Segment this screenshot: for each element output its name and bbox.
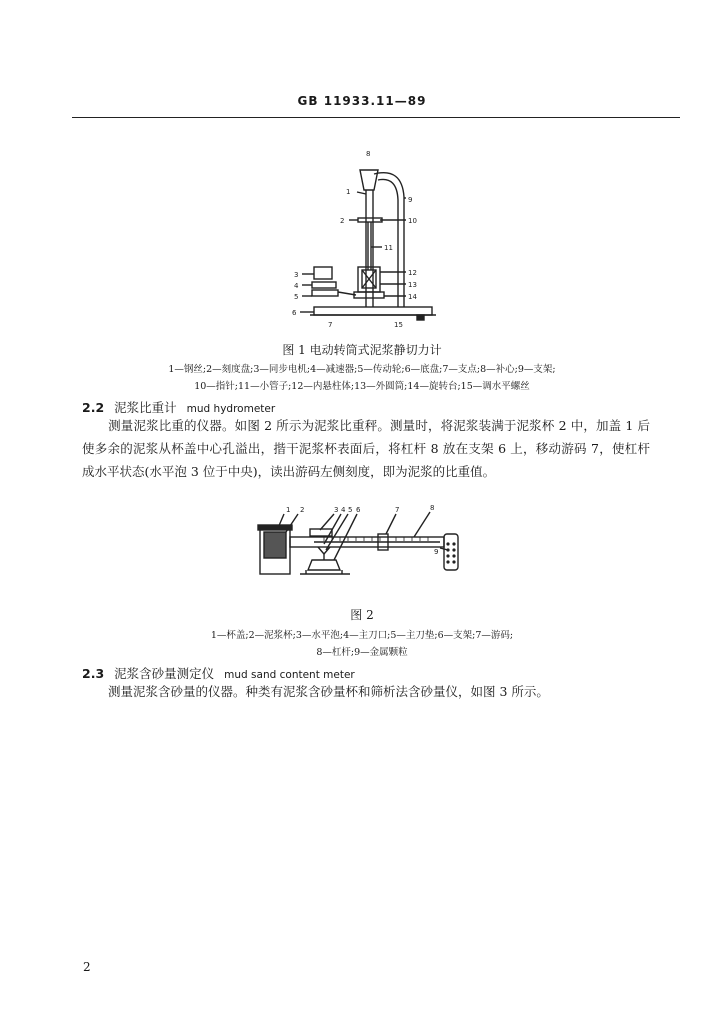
fig1-callout-12: 12 [408,269,417,277]
fig1-callout-5: 5 [294,293,299,301]
fig1-callout-7: 7 [328,321,333,329]
section-2-2-number: 2.2 [82,400,105,415]
fig1-callout-9: 9 [408,196,413,204]
figure-2-legend-line-2: 8—杠杆;9—金属颗粒 [316,647,408,658]
fig1-callout-3: 3 [294,271,299,279]
fig2-callout-8: 8 [430,504,435,512]
figure-2-drawing [254,498,474,596]
fig1-callout-15: 15 [394,321,403,329]
fig1-callout-1: 1 [346,188,351,196]
figure-1-caption: 图 1 电动转筒式泥浆静切力计 [282,343,442,357]
page-number: 2 [83,960,91,974]
fig2-callout-1: 1 [286,506,291,514]
fig2-callout-6: 6 [356,506,361,514]
fig1-callout-10: 10 [408,217,417,225]
fig2-callout-7: 7 [395,506,400,514]
fig1-callout-13: 13 [408,281,417,289]
section-2-2-paragraph: 测量泥浆比重的仪器。如图 2 所示为泥浆比重秤。测量时，将泥浆装满于泥浆杯 2 中，加盖 1 后使多余的泥浆从杯盖中心孔溢出，揩干泥浆杯表面后，将杠杆 8 放在支架 6 上，移动游码 7，使杠杆成水平状态(水平泡 3 位于中央)，读出游码左侧刻度，即为泥浆的比重值。 [82,418,650,479]
fig2-callout-5: 5 [348,506,353,514]
fig1-callout-6: 6 [292,309,297,317]
figure-1-legend-line-1: 1—钢丝;2—刻度盘;3—同步电机;4—减速器;5—传动轮;6—底盘;7—支点;8—补心;9—支架; [168,364,556,375]
standard-code-header: GB 11933.11—89 [297,94,427,108]
fig2-callout-3: 3 [334,506,339,514]
section-2-2-title: 泥浆比重计 [114,400,177,415]
section-2-2-title-en: mud hydrometer [186,403,276,415]
fig2-callout-9: 9 [434,548,439,556]
figure-2-legend-line-1: 1—杯盖;2—泥浆杯;3—水平泡;4—主刀口;5—主刀垫;6—支架;7—游码; [210,630,514,641]
figure-2-caption: 图 2 [350,608,374,622]
fig1-callout-8: 8 [366,150,371,158]
section-2-3-title: 泥浆含砂量测定仪 [114,666,215,681]
section-2-3-title-en: mud sand content meter [224,669,355,681]
fig2-callout-4: 4 [341,506,346,514]
fig1-callout-4: 4 [294,282,299,290]
fig1-callout-11: 11 [384,244,393,252]
section-2-3-number: 2.3 [82,666,105,681]
fig2-callout-2: 2 [300,506,305,514]
figure-1-legend-line-2: 10—指针;11—小管子;12—内悬柱体;13—外圆筒;14—旋转台;15—调水平螺丝 [194,381,530,392]
header-rule [72,117,680,118]
fig1-callout-14: 14 [408,293,417,301]
figure-1-drawing [282,142,442,338]
section-2-3-paragraph: 测量泥浆含砂量的仪器。种类有泥浆含砂量杯和筛析法含砂量仪，如图 3 所示。 [108,684,549,699]
fig1-callout-2: 2 [340,217,345,225]
